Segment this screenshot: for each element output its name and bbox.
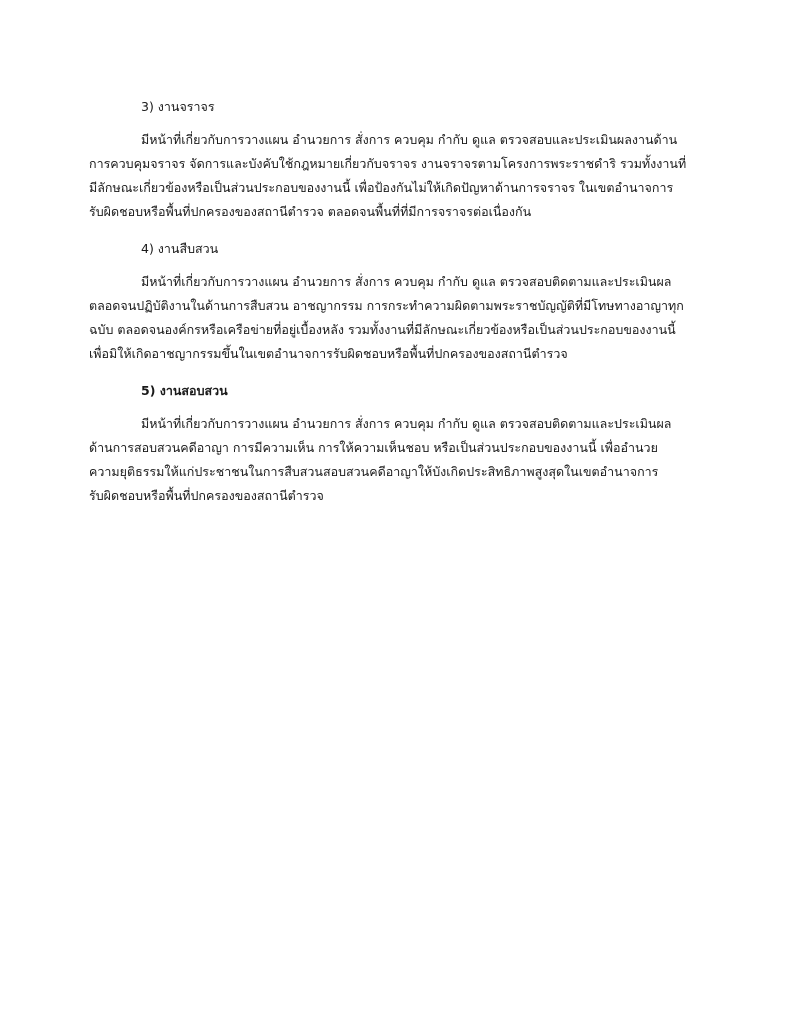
section-heading: 4) งานสืบสวน [141,241,219,256]
paragraph-line: มีหน้าที่เกี่ยวกับการวางแผน อำนวยการ สั่งการ ควบคุม กำกับ ดูแล ตรวจสอบและประเมินผลงานด้าน [141,132,678,147]
section-investigation [89,240,713,366]
section-inquiry [89,382,713,508]
section-paragraph [89,412,713,508]
document-body [89,98,713,524]
section-heading: 5) งานสอบสวน [141,383,228,398]
paragraph-line: ด้านการสอบสวนคดีอาญา การมีความเห็น การให้ความเห็นชอบ หรือเป็นส่วนประกอบของงานนี้ เพื่ออำนวย [89,440,658,455]
paragraph-line: รับผิดชอบหรือพื้นที่ปกครองของสถานีตำรวจ ตลอดจนพื้นที่ที่มีการจราจรต่อเนื่องกัน [89,204,532,219]
section-paragraph [89,128,713,224]
paragraph-line: มีลักษณะเกี่ยวข้องหรือเป็นส่วนประกอบของงานนี้ เพื่อป้องกันไม่ให้เกิดปัญหาด้านการจราจร ในเขตอำนาจการ [89,180,674,195]
section-traffic [89,98,713,224]
paragraph-line: เพื่อมิให้เกิดอาชญากรรมขึ้นในเขตอำนาจการรับผิดชอบหรือพื้นที่ปกครองของสถานีตำรวจ [89,346,568,361]
section-heading: 3) งานจราจร [141,99,215,114]
paragraph-line: ฉบับ ตลอดจนองค์กรหรือเครือข่ายที่อยู่เบื้องหลัง รวมทั้งงานที่มีลักษณะเกี่ยวข้องหรือเป็นส่วนประกอบของงานนี้ [89,322,676,337]
paragraph-line: ความยุติธรรมให้แก่ประชาชนในการสืบสวนสอบสวนคดีอาญาให้บังเกิดประสิทธิภาพสูงสุดในเขตอำนาจการ [89,464,659,479]
paragraph-line: ตลอดจนปฏิบัติงานในด้านการสืบสวน อาชญากรรม การกระทำความผิดตามพระราชบัญญัติที่มีโทษทางอาญาทุก [89,298,684,313]
paragraph-line: มีหน้าที่เกี่ยวกับการวางแผน อำนวยการ สั่งการ ควบคุม กำกับ ดูแล ตรวจสอบติดตามและประเมินผล [141,274,672,289]
paragraph-line: รับผิดชอบหรือพื้นที่ปกครองของสถานีตำรวจ [89,488,324,503]
section-paragraph [89,270,713,366]
paragraph-line: การควบคุมจราจร จัดการและบังคับใช้กฎหมายเกี่ยวกับจราจร งานจราจรตามโครงการพระราชดำริ รวมทั้งงานที่ [89,156,687,171]
paragraph-line: มีหน้าที่เกี่ยวกับการวางแผน อำนวยการ สั่งการ ควบคุม กำกับ ดูแล ตรวจสอบติดตามและประเมินผล [141,416,672,431]
